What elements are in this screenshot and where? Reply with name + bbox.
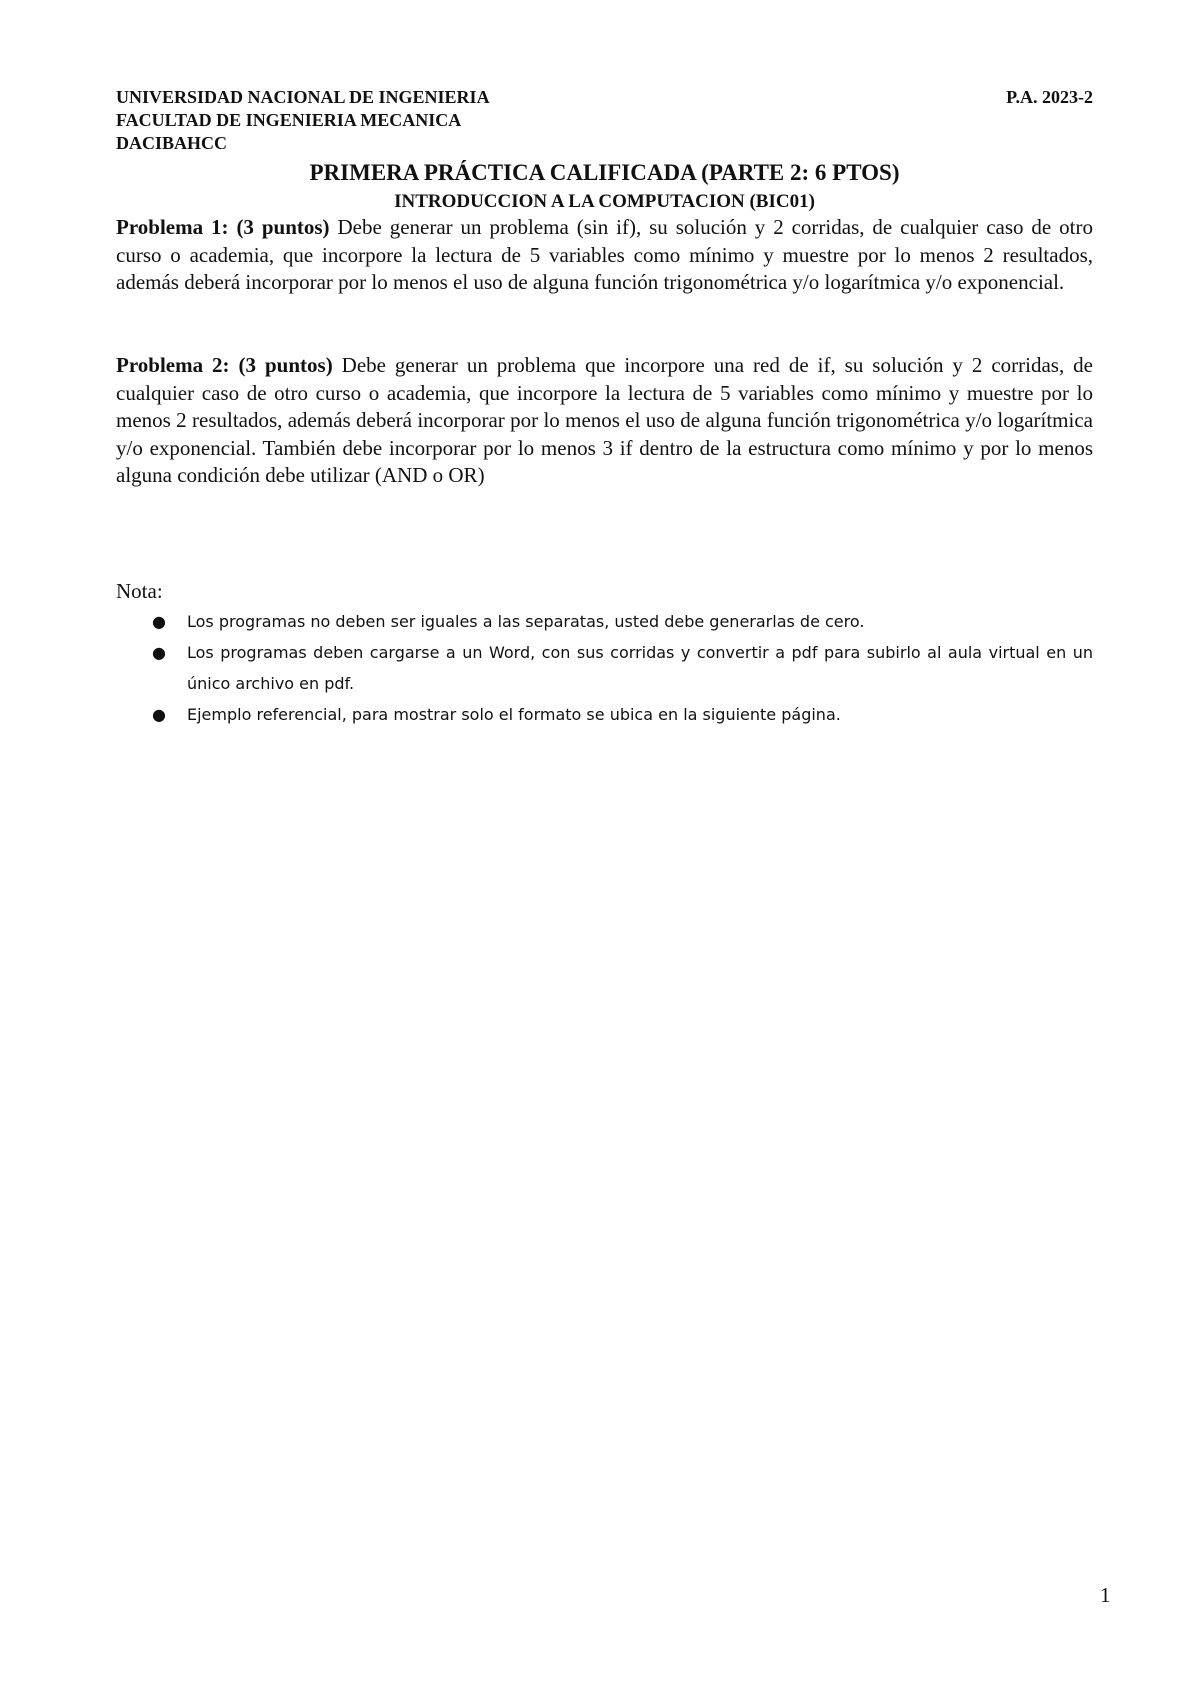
header-row-1 bbox=[116, 86, 1093, 109]
problem-1-text: Debe generar un problema (sin if), su solución y 2 corridas, de cualquier caso de otro curso o academia, que incorpore la lectura de 5 variables como mínimo y muestre por lo menos 2 resultados, además deberá incorporar por lo menos el uso de alguna función trigonométrica y/o logarítmica y/o exponencial. bbox=[116, 215, 1093, 294]
list-item bbox=[150, 606, 1093, 637]
problem-1-points: (3 puntos) bbox=[236, 215, 330, 239]
problem-1-label: Problema 1: bbox=[116, 215, 229, 239]
nota-item-text: Ejemplo referencial, para mostrar solo el formato se ubica en la siguiente página. bbox=[187, 705, 841, 724]
problem-2-label: Problema 2: bbox=[116, 353, 230, 377]
problem-2 bbox=[116, 352, 1093, 490]
page-subtitle: INTRODUCCION A LA COMPUTACION (BIC01) bbox=[394, 191, 815, 212]
nota-label: Nota: bbox=[116, 579, 163, 603]
faculty-name: FACULTAD DE INGENIERIA MECANICA bbox=[116, 110, 462, 130]
nota-item-text: Los programas deben cargarse a un Word, con sus corridas y convertir a pdf para subirlo al aula virtual en un único archivo en pdf. bbox=[187, 643, 1093, 693]
bullet-dot-icon: ● bbox=[152, 612, 166, 631]
institution-name: UNIVERSIDAD NACIONAL DE INGENIERIA bbox=[116, 87, 490, 107]
list-item bbox=[150, 637, 1093, 699]
page-title: PRIMERA PRÁCTICA CALIFICADA (PARTE 2: 6 PTOS) bbox=[309, 160, 900, 185]
nota-list bbox=[150, 606, 1093, 730]
problem-1 bbox=[116, 214, 1093, 297]
problem-2-text: Debe generar un problema que incorpore una red de if, su solución y 2 corridas, de cualquier caso de otro curso o academia, que incorpore la lectura de 5 variables como mínimo y muestre por lo menos 2 resultados, además deberá incorporar por lo menos el uso de alguna función trigonométrica y/o logarítmica y/o exponencial. También debe incorporar por lo menos 3 if dentro de la estructura como mínimo y por lo menos alguna condición debe utilizar (AND o OR) bbox=[116, 353, 1094, 487]
document-header bbox=[116, 86, 1093, 155]
academic-period: P.A. 2023-2 bbox=[1006, 87, 1093, 107]
bullet-dot-icon: ● bbox=[152, 643, 166, 662]
department-name: DACIBAHCC bbox=[116, 133, 228, 153]
bullet-dot-icon: ● bbox=[152, 705, 166, 724]
list-item bbox=[150, 699, 1093, 730]
nota-item-text: Los programas no deben ser iguales a las separatas, usted debe generarlas de cero. bbox=[187, 612, 865, 631]
problem-2-points: (3 puntos) bbox=[238, 353, 333, 377]
page-number: 1 bbox=[1100, 1583, 1111, 1607]
